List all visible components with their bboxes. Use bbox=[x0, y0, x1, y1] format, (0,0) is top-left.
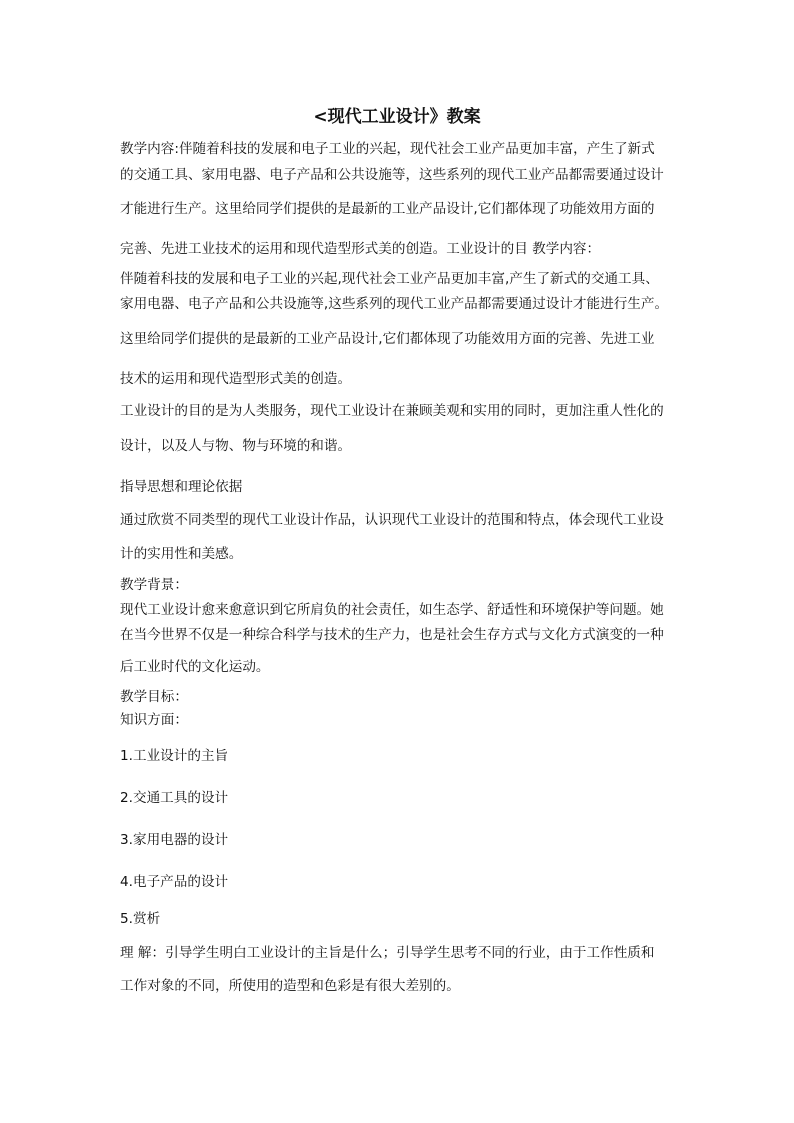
paragraph-line: 教学内容:伴随着科技的发展和电子工业的兴起，现代社会工业产品更加丰富，产生了新式 bbox=[120, 141, 655, 157]
paragraph-line: 完善、先进工业技术的运用和现代造型形式美的创造。工业设计的目 教学内容： bbox=[120, 241, 601, 257]
paragraph-line: 现代工业设计愈来愈意识到它所肩负的社会责任，如生态学、舒适性和环境保护等问题。她 bbox=[120, 602, 664, 618]
paragraph-line: 通过欣赏不同类型的现代工业设计作品，认识现代工业设计的范围和特点，体会现代工业设 bbox=[120, 512, 664, 528]
paragraph-line: 工业设计的目的是为人类服务，现代工业设计在兼顾美观和实用的同时，更加注重人性化的 bbox=[120, 403, 664, 419]
list-item: 2.交通工具的设计 bbox=[120, 790, 229, 806]
paragraph-line: 的交通工具、家用电器、电子产品和公共设施等，这些系列的现代工业产品都需要通过设计 bbox=[120, 167, 664, 183]
section-heading: 知识方面： bbox=[120, 712, 188, 728]
paragraph-line: 才能进行生产。这里给同学们提供的是最新的工业产品设计,它们都体现了功能效用方面的 bbox=[120, 201, 655, 217]
paragraph-line: 设计，以及人与物、物与环境的和谐。 bbox=[120, 438, 352, 454]
section-heading: 教学目标： bbox=[120, 689, 188, 705]
paragraph-line: 在当今世界不仅是一种综合科学与技术的生产力，也是社会生存方式与文化方式演变的一种 bbox=[120, 627, 664, 643]
paragraph-line: 工作对象的不同，所使用的造型和色彩是有很大差别的。 bbox=[120, 978, 460, 994]
section-heading: 指导思想和理论依据 bbox=[120, 479, 243, 495]
section-heading: 教学背景： bbox=[120, 577, 188, 593]
paragraph-line: 理 解：引导学生明白工业设计的主旨是什么；引导学生思考不同的行业，由于工作性质和 bbox=[120, 945, 655, 961]
list-item: 5.赏析 bbox=[120, 911, 161, 927]
list-item: 3.家用电器的设计 bbox=[120, 832, 229, 848]
document-title: <现代工业设计》教案 bbox=[313, 107, 481, 127]
paragraph-line: 技术的运用和现代造型形式美的创造。 bbox=[120, 371, 352, 387]
paragraph-line: 这里给同学们提供的是最新的工业产品设计,它们都体现了功能效用方面的完善、先进工业 bbox=[120, 331, 655, 347]
list-item: 1.工业设计的主旨 bbox=[120, 748, 229, 764]
paragraph-line: 伴随着科技的发展和电子工业的兴起,现代社会工业产品更加丰富,产生了新式的交通工具、 bbox=[120, 271, 659, 287]
list-item: 4.电子产品的设计 bbox=[120, 874, 229, 890]
paragraph-line: 后工业时代的文化运动。 bbox=[120, 659, 270, 675]
paragraph-line: 计的实用性和美感。 bbox=[120, 546, 243, 562]
paragraph-line: 家用电器、电子产品和公共设施等,这些系列的现代工业产品都需要通过设计才能进行生产。 bbox=[120, 296, 669, 312]
